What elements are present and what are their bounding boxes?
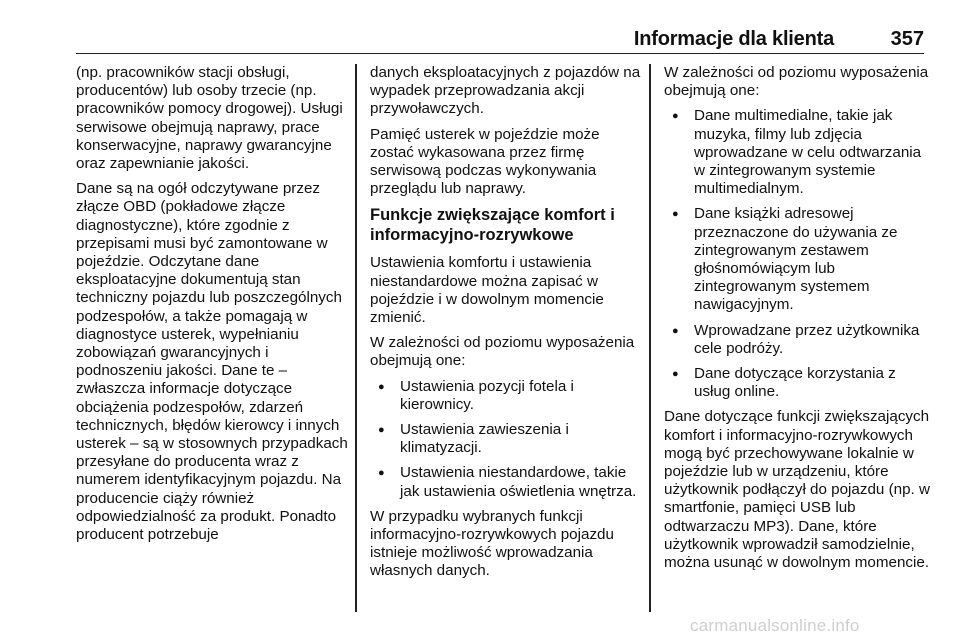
list-item: ● Wprowadzane przez użytkownika cele podróży. xyxy=(664,322,936,358)
paragraph: Ustawienia komfortu i ustawienia niestandardowe można zapisać w pojeździe i w dowolnym momencie zmienić. xyxy=(370,254,604,327)
paragraph: W zależności od poziomu wyposażenia obejmują one: xyxy=(664,64,929,100)
paragraph: Dane są na ogół odczytywane przez złącze OBD (pokładowe złącze diagnostyczne), które zgodnie z przepisami musi być zamontowane w pojeździe. Odczytane dane eksploatacyjne dokumentują stan techniczny pojazdu lub poszczególnych podzespołów, a także pomagają w diagnostyce usterek, wypełnianiu zobowiązań gwarancyjnych i podnoszeniu jakości. Dane te – zwłaszcza informacje dotyczące obciążenia podzespołów, zdarzeń technicznych, błędów kierowcy i innych usterek – są w stosownych przypadkach przesyłane do producenta wraz z numerem identyfikacyjnym pojazdu. Na producencie ciąży również odpowiedzialność za produkt. Ponadto producent potrzebuje xyxy=(76,180,348,544)
watermark: carmanualsonline.info xyxy=(690,616,860,635)
paragraph: W zależności od poziomu wyposażenia obejmują one: xyxy=(370,334,635,370)
paragraph: Pamięć usterek w pojeździe może zostać wykasowana przez firmę serwisową podczas wykonywania przeglądu lub naprawy. xyxy=(370,125,600,198)
section-heading: Funkcje zwiększające komfort i informacyjno-rozrywkowe xyxy=(370,206,615,245)
text-column-middle xyxy=(370,64,642,588)
list-item: ● Ustawienia niestandardowe, takie jak ustawienia oświetlenia wnętrza. xyxy=(370,464,642,500)
column-divider xyxy=(649,64,651,612)
text-column-left xyxy=(76,64,348,551)
list-item: ● Dane książki adresowej przeznaczone do używania ze zintegrowanym zestawem głośnomówiącym lub zintegrowanym systemem nawigacyjnym. xyxy=(664,205,936,314)
page-number: 357 xyxy=(890,28,924,50)
text-column-right xyxy=(664,64,936,579)
list-item: ● Ustawienia pozycji fotela i kierownicy. xyxy=(370,378,642,414)
list-item: ● Ustawienia zawieszenia i klimatyzacji. xyxy=(370,421,642,457)
paragraph: Dane dotyczące funkcji zwiększających komfort i informacyjno-rozrywkowych mogą być przechowywane lokalnie w pojeździe lub w urządzeniu, które użytkownik podłączył do pojazdu (np. w smartfonie, pamięci USB lub odtwarzaczu MP3). Dane, które użytkownik wprowadził samodzielnie, można usunąć w dowolnym momencie. xyxy=(664,408,930,572)
page-header xyxy=(76,26,924,54)
column-divider xyxy=(355,64,357,612)
paragraph: (np. pracowników stacji obsługi, producentów) lub osoby trzecie (np. pracowników pomocy drogowej). Usługi serwisowe obejmują naprawy, prace konserwacyjne, naprawy gwarancyjne oraz zapewnianie jakości. xyxy=(76,64,343,173)
paragraph: W przypadku wybranych funkcji informacyjno-rozrywkowych pojazdu istnieje możliwość wprowadzania własnych danych. xyxy=(370,507,614,580)
list-item: ● Dane dotyczące korzystania z usług online. xyxy=(664,365,936,401)
bullet-list xyxy=(370,378,642,501)
paragraph: danych eksploatacyjnych z pojazdów na wypadek przeprowadzania akcji przywoławczych. xyxy=(370,64,641,118)
section-title: Informacje dla klienta xyxy=(633,28,834,50)
list-item: ● Dane multimedialne, takie jak muzyka, filmy lub zdjęcia wprowadzane w celu odtwarzania w zintegrowanym systemie multimedialnym. xyxy=(664,107,936,198)
bullet-list xyxy=(664,107,936,401)
